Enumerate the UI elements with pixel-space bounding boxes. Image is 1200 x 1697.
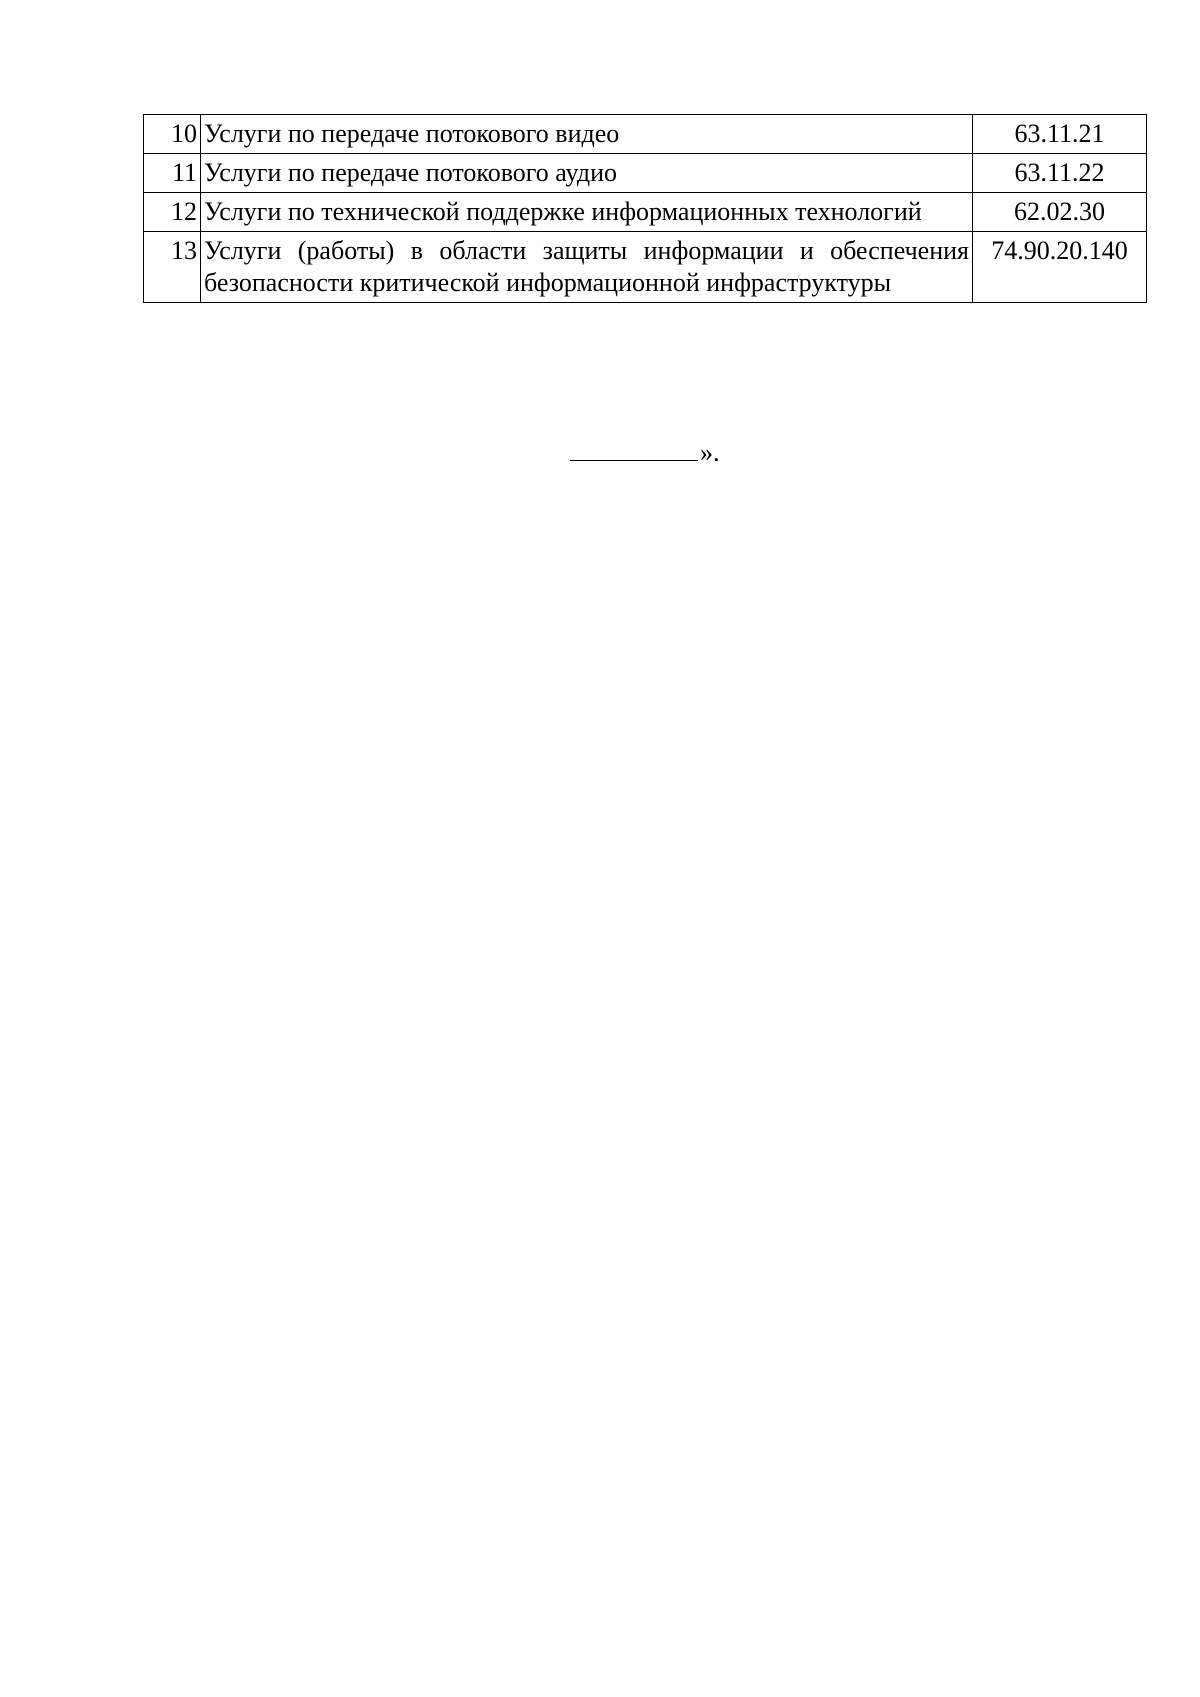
- row-number: 13: [144, 232, 201, 303]
- table-row: [144, 154, 1147, 193]
- closing-mark: [570, 436, 720, 469]
- service-name: Услуги по технической поддержке информационных технологий: [201, 193, 973, 232]
- underline-rule: [570, 436, 698, 461]
- service-code: 62.02.30: [973, 193, 1147, 232]
- table-row: [144, 115, 1147, 154]
- row-number: 12: [144, 193, 201, 232]
- table-row: [144, 232, 1147, 303]
- closing-quote: ».: [700, 438, 720, 467]
- row-number: 10: [144, 115, 201, 154]
- service-name: Услуги по передаче потокового видео: [201, 115, 973, 154]
- service-name: Услуги по передаче потокового аудио: [201, 154, 973, 193]
- service-code: 74.90.20.140: [973, 232, 1147, 303]
- services-code-table: [143, 114, 1147, 303]
- service-code: 63.11.22: [973, 154, 1147, 193]
- service-code: 63.11.21: [973, 115, 1147, 154]
- row-number: 11: [144, 154, 201, 193]
- service-name: Услуги (работы) в области защиты информации и обеспечения безопасности критической информационной инфраструктуры: [201, 232, 973, 303]
- table-row: [144, 193, 1147, 232]
